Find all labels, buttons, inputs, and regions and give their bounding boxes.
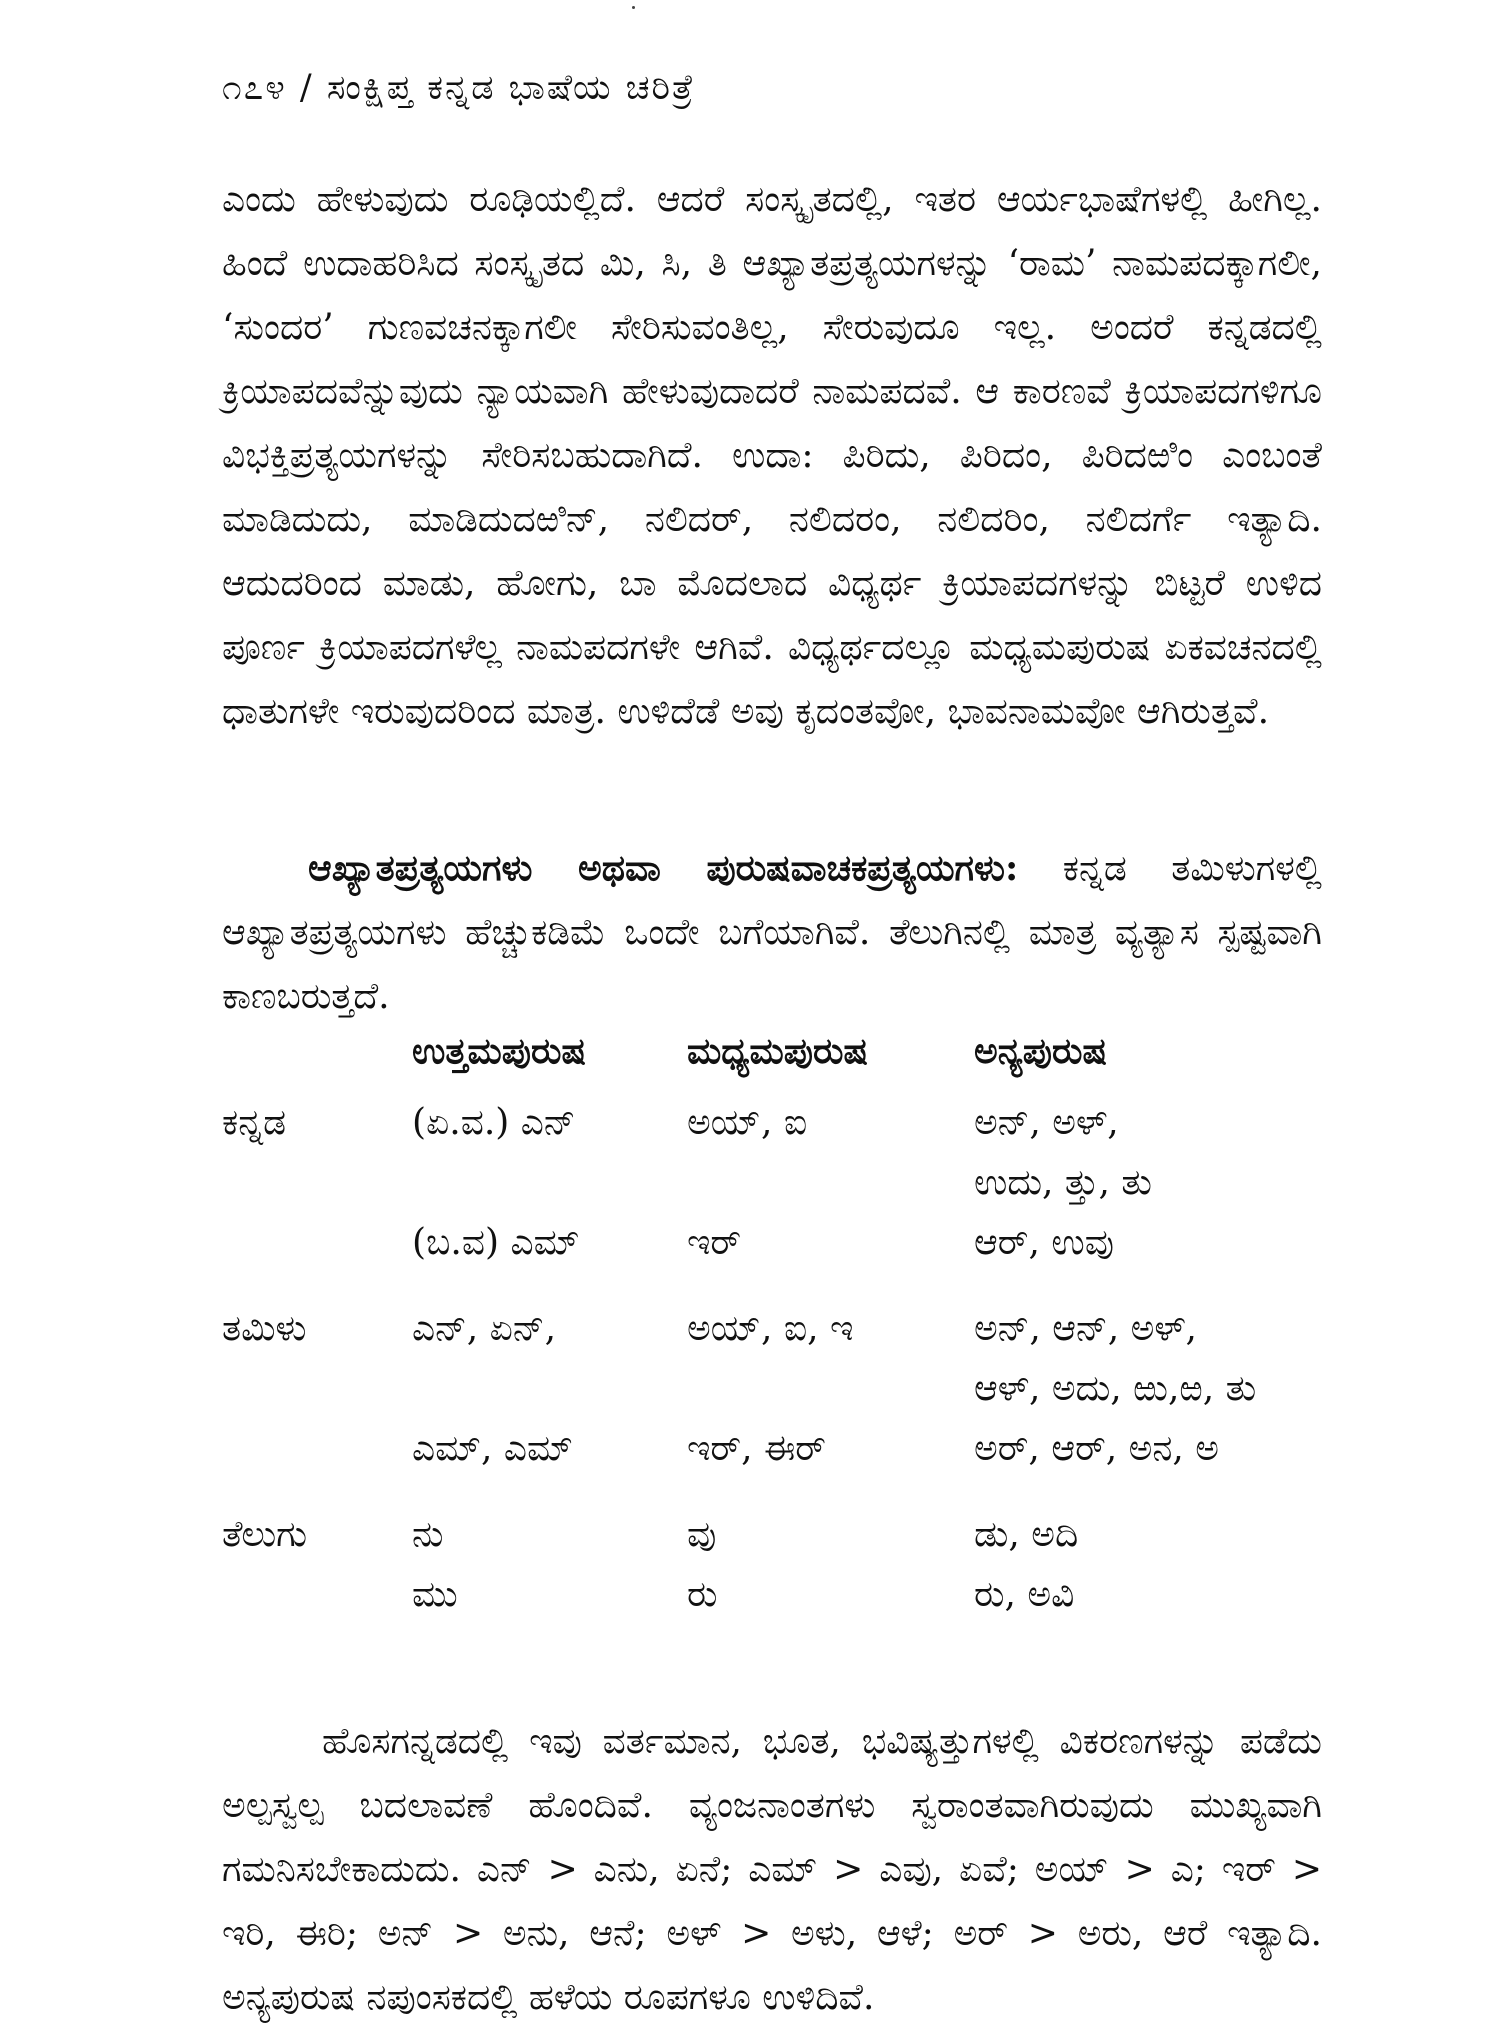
table-cell: (ಬ.ವ) ಎಮ್ — [412, 1222, 580, 1263]
table-cell: ನು — [412, 1514, 444, 1555]
table-cell: ಅನ್, ಆನ್, ಅಳ್, — [974, 1308, 1197, 1349]
paragraph-1: ಎಂದು ಹೇಳುವುದು ರೂಢಿಯಲ್ಲಿದೆ. ಆದರೆ ಸಂಸ್ಕೃತದಲ್ಲಿ, ಇತರ ಆರ್ಯಭಾಷೆಗಳಲ್ಲಿ ಹೀಗಿಲ್ಲ. ಹಿಂದೆ ಉದಾಹರಿಸಿದ ಸಂಸ್ಕೃತದ ಮಿ, ಸಿ, ತಿ ಆಖ್ಯಾತಪ್ರತ್ಯಯಗಳನ್ನು ‘ರಾಮ’ ನಾಮಪದಕ್ಕಾಗಲೀ, ‘ಸುಂದರ’ ಗುಣವಚನಕ್ಕಾಗಲೀ ಸೇರಿಸುವಂತಿಲ್ಲ, ಸೇರುವುದೂ ಇಲ್ಲ. ಅಂದರೆ ಕನ್ನಡದಲ್ಲಿ ಕ್ರಿಯಾಪದವೆನ್ನುವುದು ನ್ಯಾಯವಾಗಿ ಹೇಳುವುದಾದರೆ ನಾಮಪದವೆ. ಆ ಕಾರಣವೆ ಕ್ರಿಯಾಪದಗಳಿಗೂ ವಿಭಕ್ತಿಪ್ರತ್ಯಯಗಳನ್ನು ಸೇರಿಸಬಹುದಾಗಿದೆ. ಉದಾ: ಪಿರಿದು, ಪಿರಿದಂ, ಪಿರಿದಱಿಂ ಎಂಬಂತೆ ಮಾಡಿದುದು, ಮಾಡಿದುದಱಿನ್, ನಲಿದರ್, ನಲಿದರಂ, ನಲಿದರಿಂ, ನಲಿದರ್ಗೆ ಇತ್ಯಾದಿ. ಆದುದರಿಂದ ಮಾಡು, ಹೋಗು, ಬಾ ಮೊದಲಾದ ವಿಧ್ಯರ್ಥ ಕ್ರಿಯಾಪದಗಳನ್ನು ಬಿಟ್ಟರೆ ಉಳಿದ ಪೂರ್ಣ ಕ್ರಿಯಾಪದಗಳೆಲ್ಲ ನಾಮಪದಗಳೇ ಆಗಿವೆ. ವಿಧ್ಯರ್ಥದಲ್ಲೂ ಮಧ್ಯಮಪುರುಷ ಏಕವಚನದಲ್ಲಿ ಧಾತುಗಳೇ ಇರುವುದರಿಂದ ಮಾತ್ರ. ಉಳಿದೆಡೆ ಅವು ಕೃದಂತವೋ, ಭಾವನಾಮವೋ ಆಗಿರುತ್ತವೆ. — [222, 179, 1322, 732]
paragraph-2 — [222, 836, 1322, 1029]
language-label: ತೆಲುಗು — [222, 1514, 308, 1555]
header-first-person: ಉತ್ತಮಪುರುಷ — [412, 1030, 586, 1072]
table-cell: ವು — [687, 1514, 717, 1555]
table-cell: ಆಳ್, ಅದು, ಱು,ಱ, ತು — [974, 1368, 1257, 1409]
running-head: ೧೭೪ / ಸಂಕ್ಷಿಪ್ತ ಕನ್ನಡ ಭಾಷೆಯ ಚರಿತ್ರೆ — [222, 68, 696, 108]
table-cell: ಉದು, ತ್ತು, ತು — [974, 1162, 1152, 1203]
table-cell: ಅಯ್, ಐ — [687, 1102, 808, 1143]
paragraph-2-text: ಕನ್ನಡ ತಮಿಳುಗಳಲ್ಲಿ ಆಖ್ಯಾತಪ್ರತ್ಯಯಗಳು ಹೆಚ್ಚುಕಡಿಮೆ ಒಂದೇ ಬಗೆಯಾಗಿವೆ. ತೆಲುಗಿನಲ್ಲಿ ಮಾತ್ರ ವ್ಯತ್ಯಾಸ ಸ್ಪಷ್ಟವಾಗಿ ಕಾಣಬರುತ್ತದೆ. — [222, 848, 1322, 1017]
table-cell: ಮು — [412, 1574, 458, 1615]
section-heading: ಆಖ್ಯಾತಪ್ರತ್ಯಯಗಳು ಅಥವಾ ಪುರುಷವಾಚಕಪ್ರತ್ಯಯಗಳು: — [308, 847, 1019, 889]
table-cell: ಎನ್, ಏನ್, — [412, 1308, 557, 1349]
language-label: ತಮಿಳು — [222, 1308, 307, 1349]
language-label: ಕನ್ನಡ — [222, 1102, 287, 1143]
table-cell: ಅಯ್, ಐ, ಇ — [687, 1308, 854, 1349]
table-cell: ಎಮ್, ಎಮ್ — [412, 1428, 573, 1469]
scan-speck — [632, 6, 635, 9]
header-third-person: ಅನ್ಯಪುರುಷ — [974, 1030, 1107, 1072]
header-second-person: ಮಧ್ಯಮಪುರುಷ — [687, 1030, 868, 1072]
table-cell: ಇರ್ — [687, 1222, 742, 1263]
table-cell: ಅರ್, ಆರ್, ಅನ, ಅ — [974, 1428, 1220, 1469]
table-cell: ಅನ್, ಅಳ್, — [974, 1102, 1119, 1143]
table-cell: ಡು, ಅದಿ — [974, 1514, 1079, 1555]
paragraph-3: ಹೊಸಗನ್ನಡದಲ್ಲಿ ಇವು ವರ್ತಮಾನ, ಭೂತ, ಭವಿಷ್ಯತ್ತುಗಳಲ್ಲಿ ವಿಕರಣಗಳನ್ನು ಪಡೆದು ಅಲ್ಪಸ್ವಲ್ಪ ಬದಲಾವಣೆ ಹೊಂದಿವೆ. ವ್ಯಂಜನಾಂತಗಳು ಸ್ವರಾಂತವಾಗಿರುವುದು ಮುಖ್ಯವಾಗಿ ಗಮನಿಸಬೇಕಾದುದು. ಎನ್ > ಎನು, ಏನೆ; ಎಮ್ > ಎವು, ಏವೆ; ಅಯ್ > ಎ; ಇರ್ > ಇರಿ, ಈರಿ; ಅನ್ > ಅನು, ಆನೆ; ಅಳ್ > ಅಳು, ಆಳೆ; ಅರ್ > ಅರು, ಆರೆ ಇತ್ಯಾದಿ. ಅನ್ಯಪುರುಷ ನಪುಂಸಕದಲ್ಲಿ ಹಳೆಯ ರೂಪಗಳೂ ಉಳಿದಿವೆ. — [222, 1721, 1322, 2018]
table-cell: ಇರ್, ಈರ್ — [687, 1428, 826, 1469]
table-cell: (ಏ.ವ.) ಎನ್ — [412, 1102, 576, 1143]
table-cell: ರು — [687, 1574, 718, 1615]
table-cell: ರು, ಅವಿ — [974, 1574, 1075, 1615]
table-cell: ಆರ್, ಉವು — [974, 1222, 1115, 1263]
